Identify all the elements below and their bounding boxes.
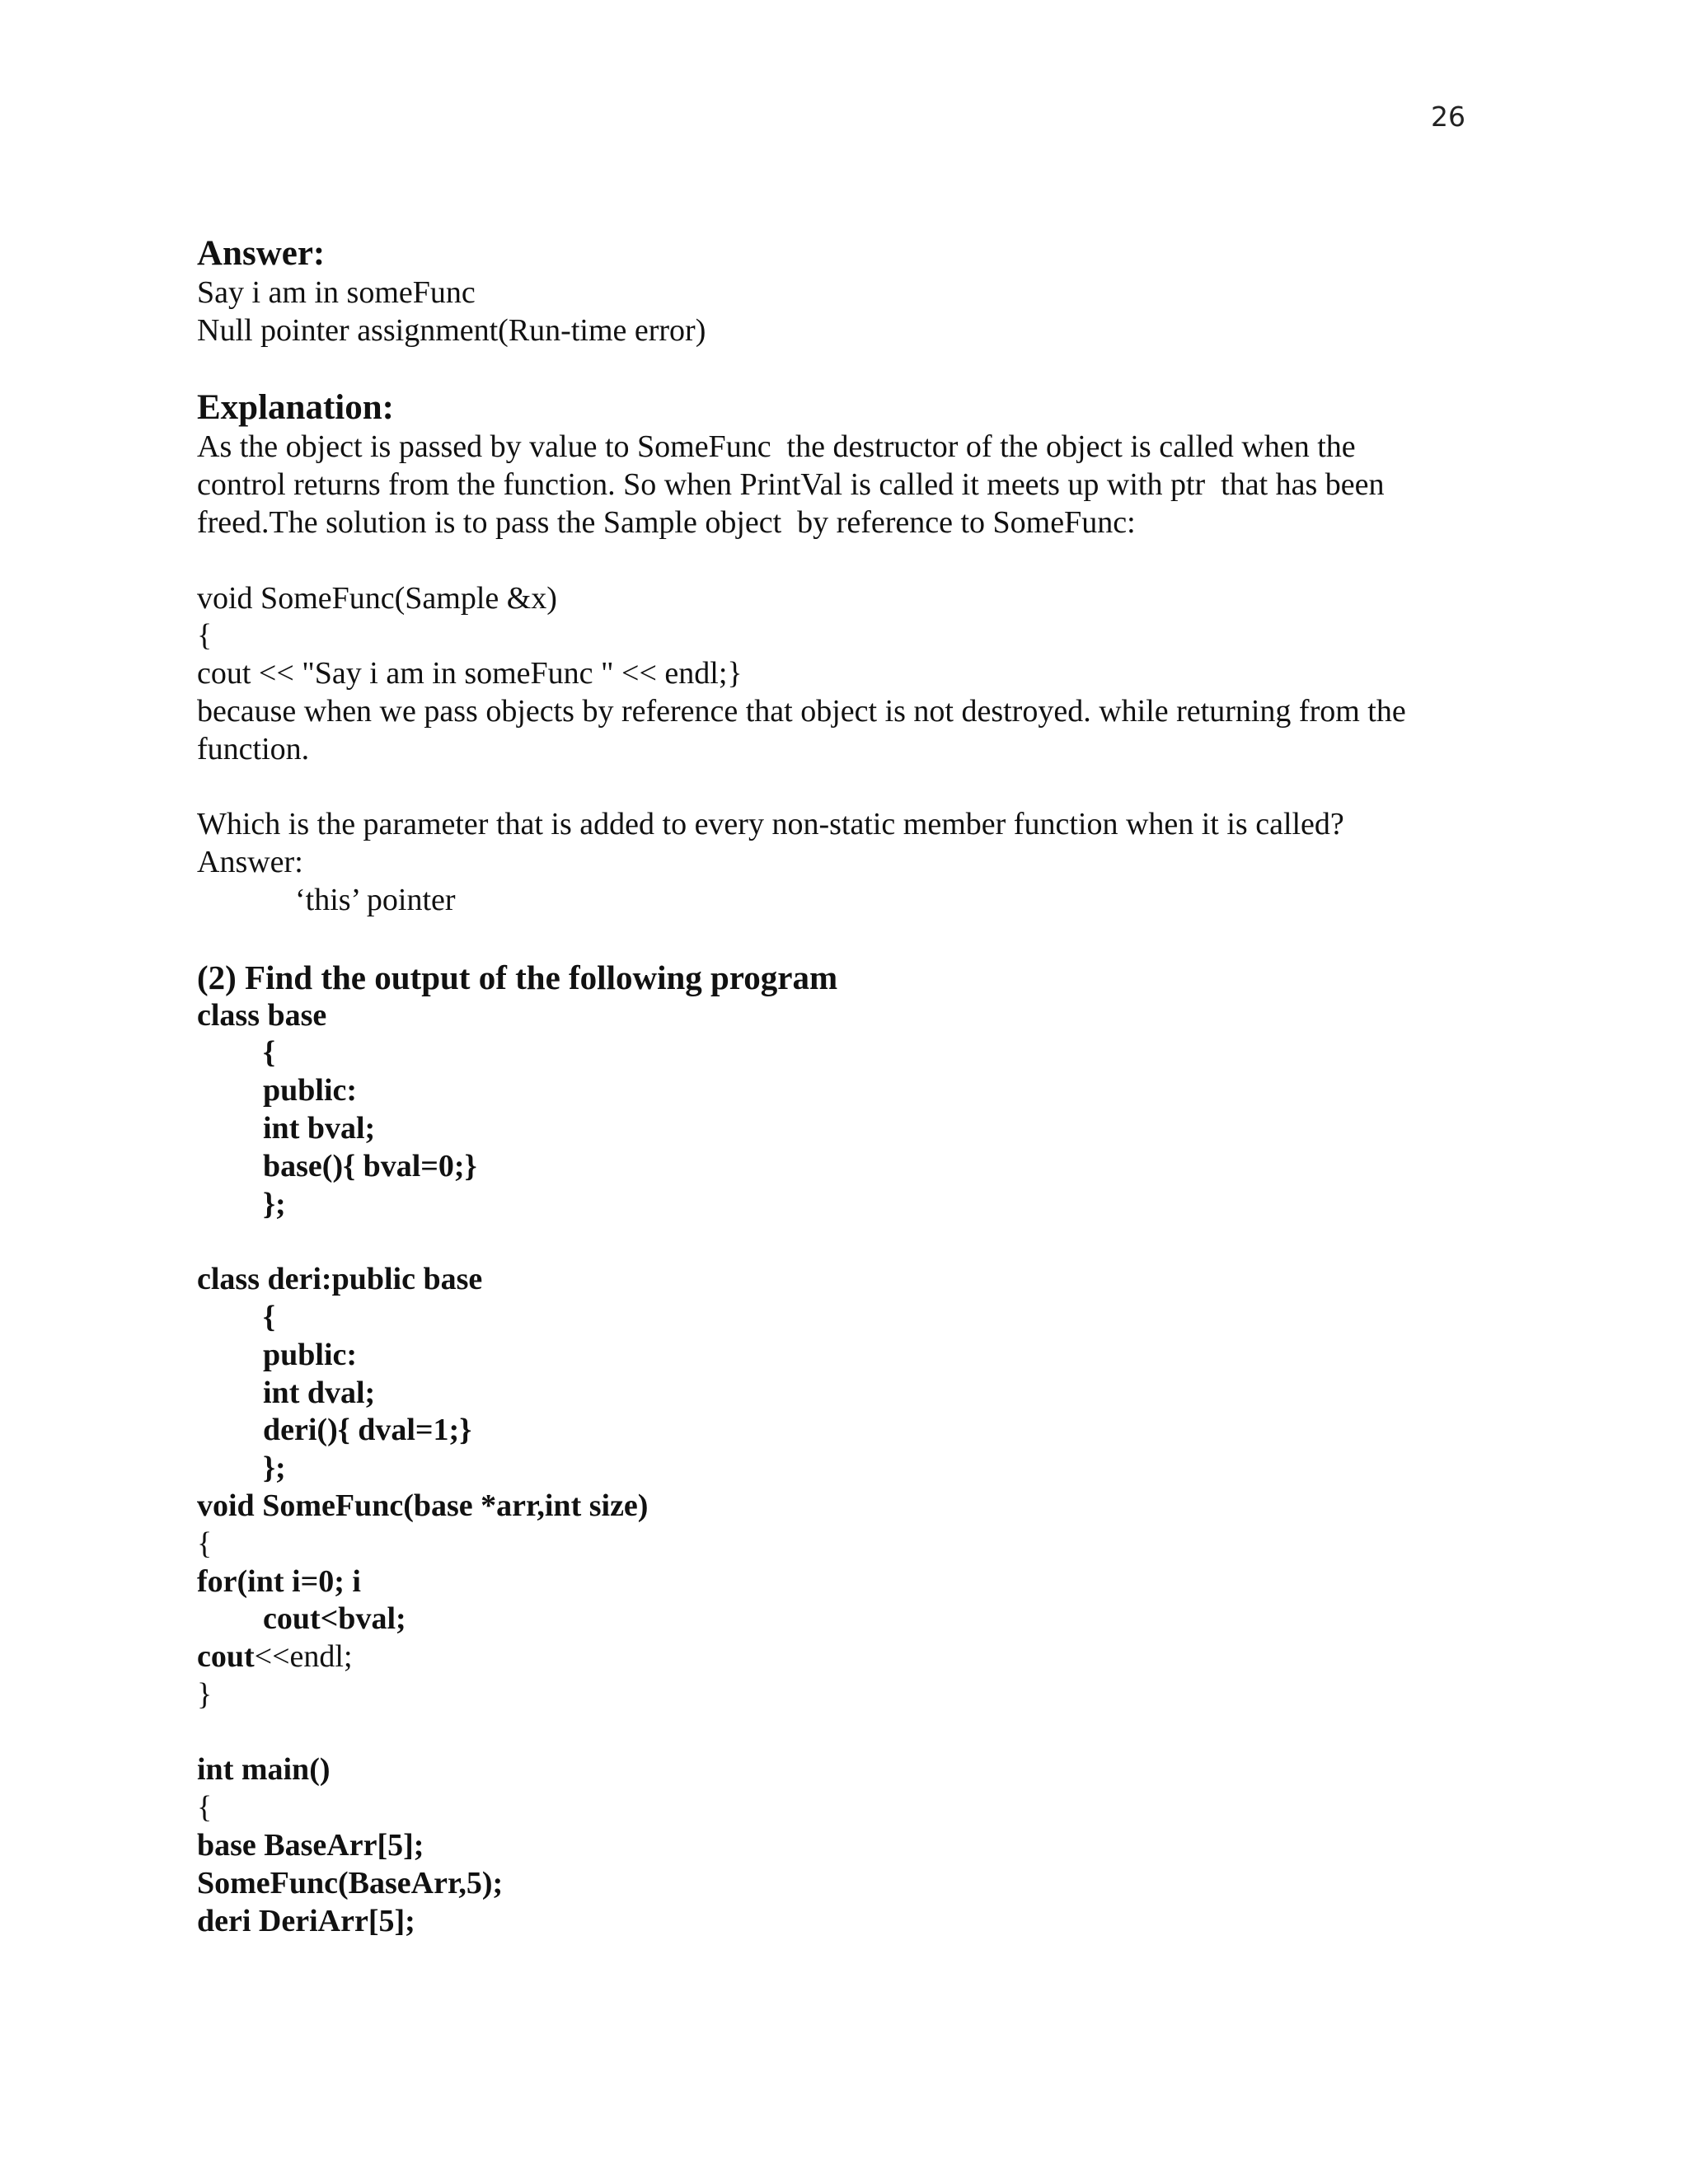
explanation-heading: Explanation: [197, 388, 394, 428]
code-line: { [197, 1790, 213, 1825]
code-line: cout<bval; [263, 1601, 406, 1637]
code-line: base BaseArr[5]; [197, 1828, 424, 1863]
code-line: class deri:public base [197, 1262, 483, 1297]
answer-line: Say i am in someFunc [197, 275, 476, 310]
code-line: { [197, 1526, 213, 1561]
code-line: { [263, 1299, 275, 1334]
code-token: <<endl; [254, 1639, 353, 1675]
code-line: cout << "Say i am in someFunc " << endl;} [197, 656, 743, 691]
code-token: cout [197, 1639, 255, 1675]
explanation-line: control returns from the function. So when PrintVal is called it meets up with ptr that has been [197, 467, 1385, 503]
code-line: public: [263, 1337, 358, 1372]
code-line: } [197, 1676, 213, 1712]
answer-line: Null pointer assignment(Run-time error) [197, 312, 706, 348]
code-line: { [197, 618, 213, 654]
code-line: }; [263, 1451, 286, 1486]
code-line: { [263, 1035, 275, 1071]
code-line: void SomeFunc(Sample &x) [197, 580, 557, 616]
explanation-line: because when we pass objects by reference that object is not destroyed. while returning from the [197, 693, 1406, 729]
explanation-line: freed.The solution is to pass the Sample object by reference to SomeFunc: [197, 504, 1136, 540]
code-line: public: [263, 1073, 358, 1108]
question-text: Which is the parameter that is added to every non-static member function when it is called? [197, 807, 1344, 842]
document-body [197, 233, 1483, 1940]
code-line: void SomeFunc(base *arr,int size) [197, 1488, 649, 1523]
code-line: base(){ bval=0;} [263, 1148, 477, 1183]
explanation-line: As the object is passed by value to SomeFunc the destructor of the object is called when the [197, 429, 1356, 465]
explanation-line: function. [197, 731, 310, 766]
code-line: int dval; [263, 1375, 376, 1410]
code-line: deri(){ dval=1;} [263, 1413, 472, 1448]
code-line: }; [263, 1186, 286, 1221]
page-number: 26 [1431, 101, 1465, 133]
code-line: for(int i=0; i [197, 1563, 361, 1599]
code-line: class base [197, 997, 327, 1033]
problem-heading: (2) Find the output of the following program [197, 958, 838, 996]
code-line: SomeFunc(BaseArr,5); [197, 1865, 504, 1900]
answer-heading: Answer: [197, 234, 326, 273]
question-answer: ‘this’ pointer [295, 882, 456, 917]
code-line: int main() [197, 1752, 331, 1788]
question-answer-label: Answer: [197, 845, 303, 880]
code-line [197, 1638, 1483, 1676]
code-line: deri DeriArr[5]; [197, 1903, 415, 1938]
code-line: int bval; [263, 1110, 376, 1146]
